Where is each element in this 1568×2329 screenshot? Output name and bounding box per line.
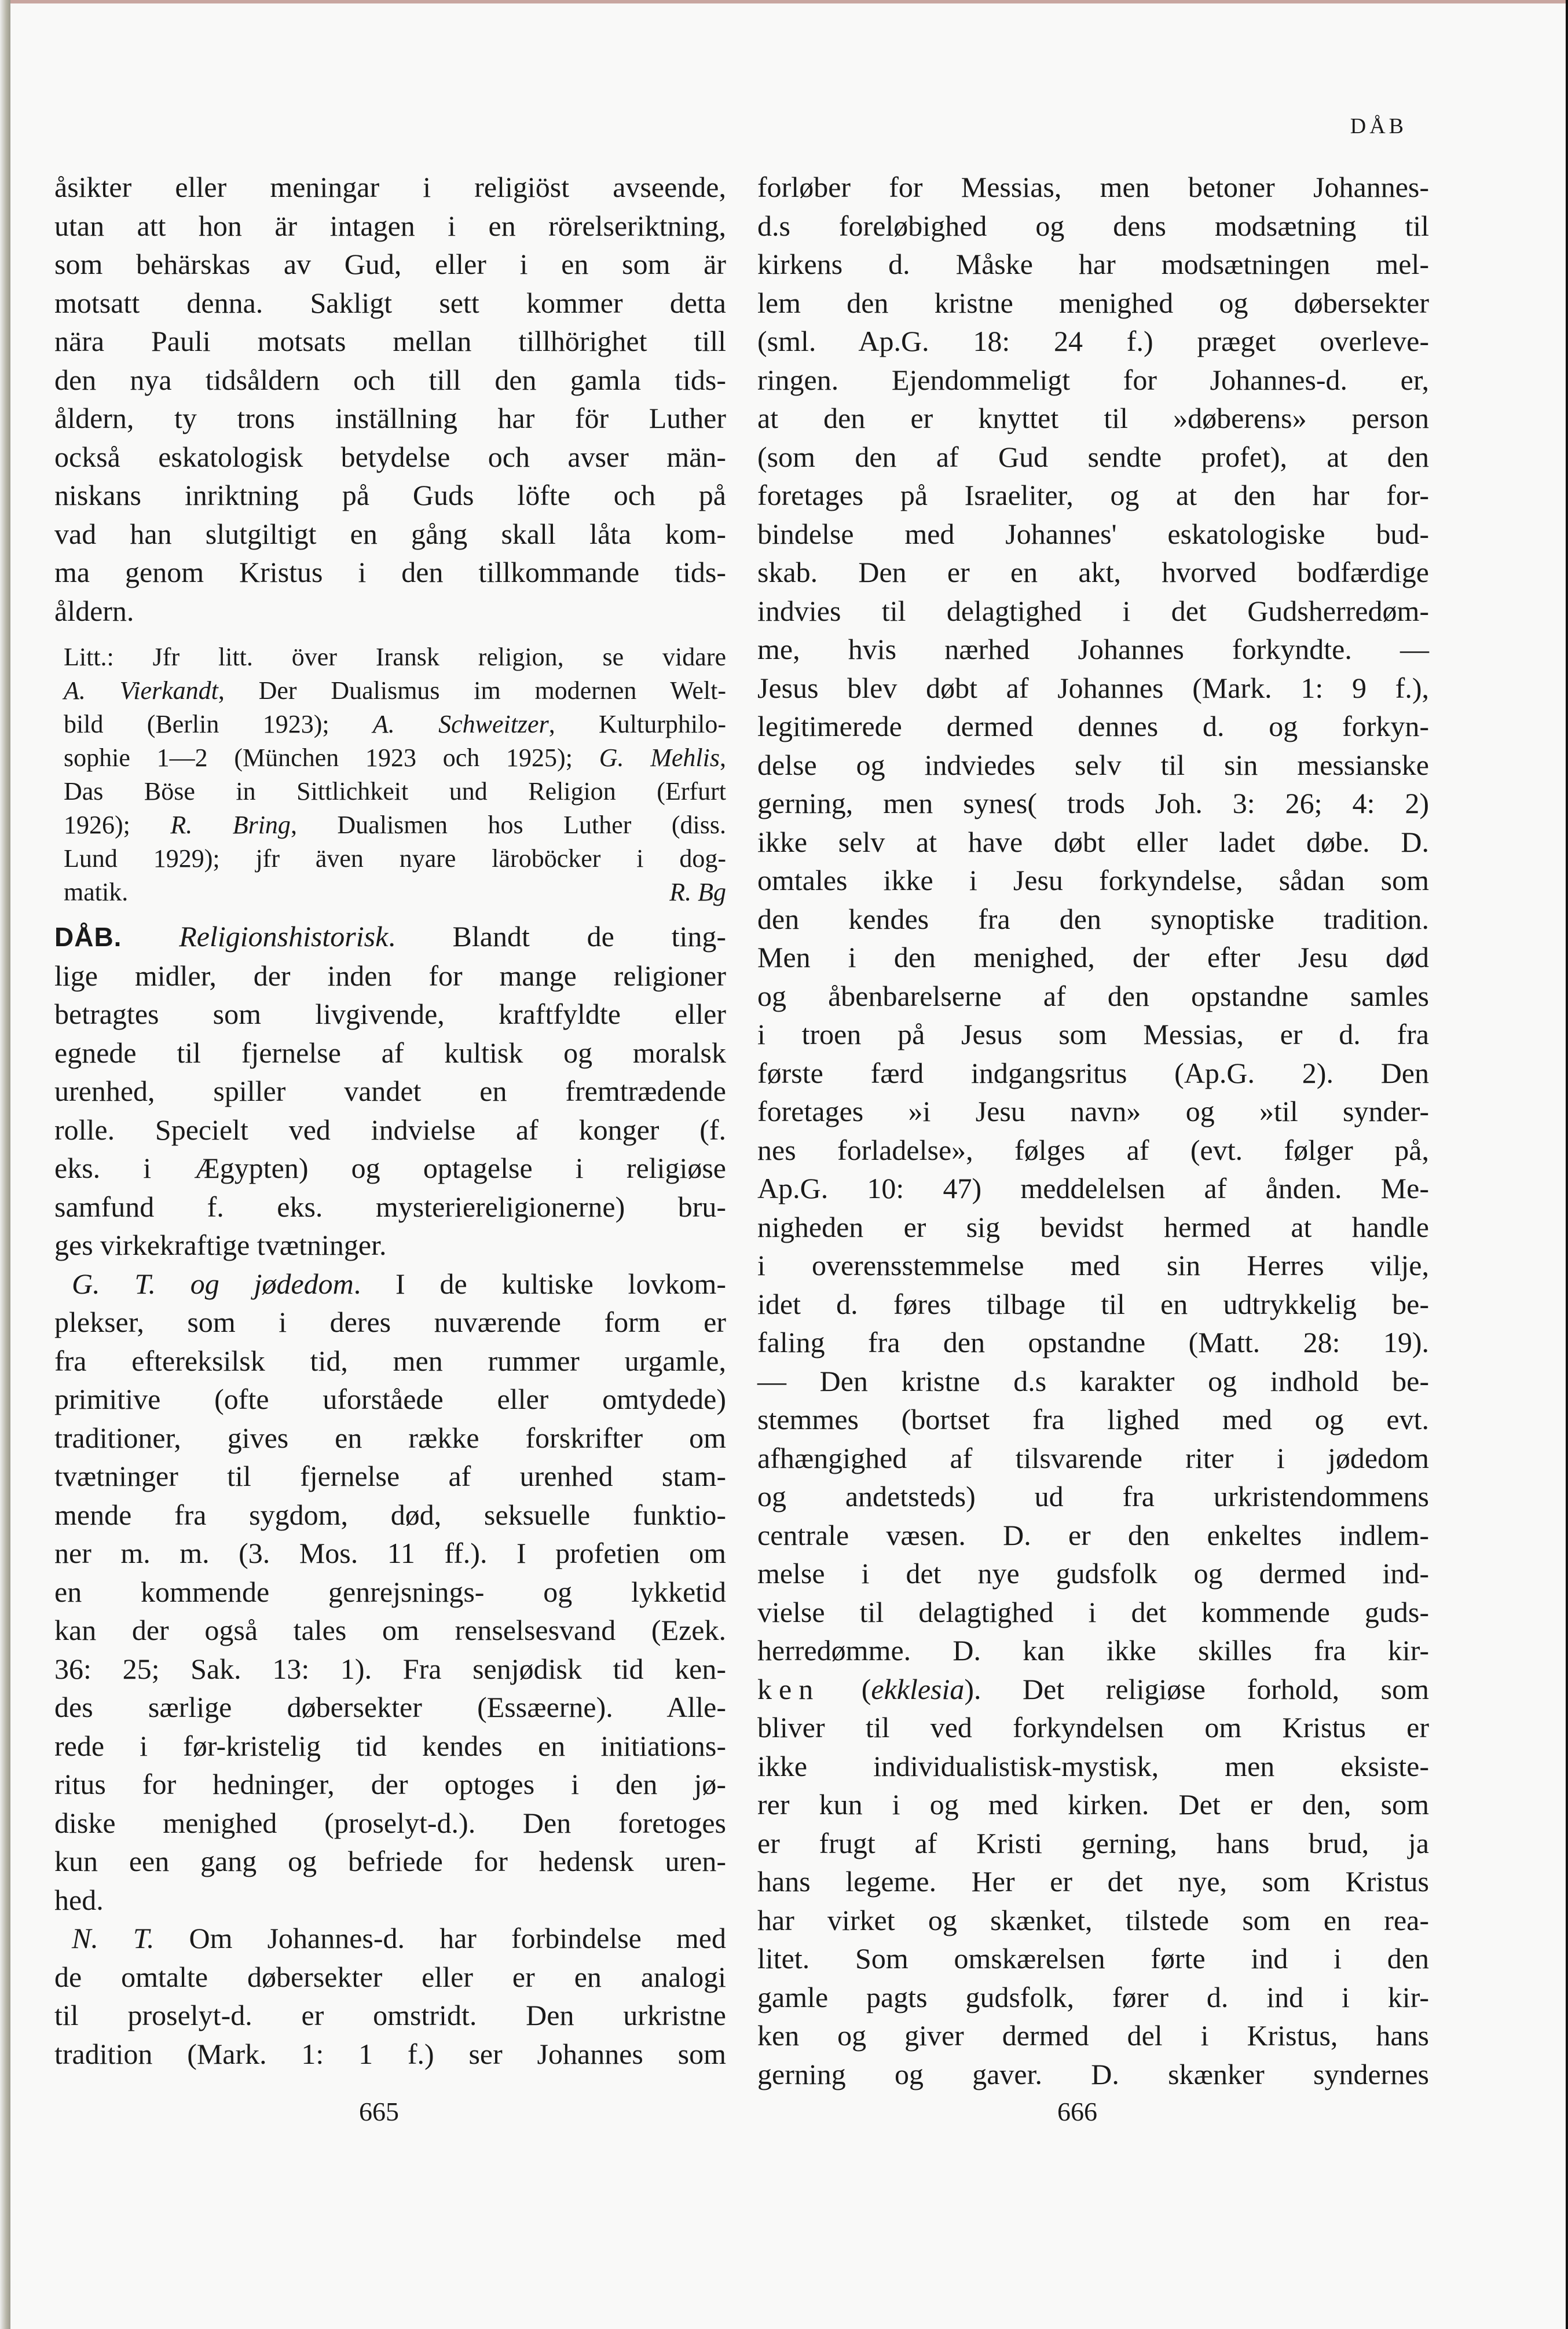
text-line: kirkens d. Måske har modsætningen mel- xyxy=(757,248,1429,280)
text-line: ges virkekraftige tvætninger. xyxy=(54,1229,387,1261)
literature-line xyxy=(64,741,726,775)
literature-text: Litt.: Jfr litt. över Iransk religion, se vidare xyxy=(64,643,726,671)
text-line: fra eftereksilsk tid, men rummer urgamle, xyxy=(54,1344,726,1377)
left-page-column xyxy=(54,168,726,2073)
text-line: som behärskas av Gud, eller i en som är xyxy=(54,248,726,280)
text-line: i overensstemmelse med sin Herres vilje, xyxy=(757,1249,1429,1281)
text-line: kun een gang og befriede for hedensk uren- xyxy=(54,1845,726,1877)
text-line: delse og indviedes selv til sin messianske xyxy=(757,748,1429,781)
section-gt-label: G. T. og jødedom xyxy=(72,1267,354,1300)
literature-text: , Der Dualismus im modernen Welt- xyxy=(218,676,726,705)
literature-text: Das Böse in Sittlichkeit und Religion (Erfurt xyxy=(64,777,726,805)
text-line: forløber for Messias, men betoner Johannes- xyxy=(757,171,1429,203)
text-line: också eskatologisk betydelse och avser män- xyxy=(54,440,726,473)
section-gt-first-line-rest: . I de kultiske lovkom- xyxy=(353,1267,726,1300)
text-line: Men i den menighed, der efter Jesu død xyxy=(757,941,1429,973)
section-old-testament xyxy=(54,1265,726,1920)
text-line: gamle pagts gudsfolk, fører d. ind i kir- xyxy=(757,1980,1429,2013)
section-nt-first-line-rest: Om Johannes-d. har forbindelse med xyxy=(154,1922,726,1954)
text-line: og andetsteds) ud fra urkristendommens xyxy=(757,1480,1429,1513)
literature-line xyxy=(64,640,726,674)
right-column-lines xyxy=(757,168,1429,1670)
text-line: plekser, som i deres nuværende form er xyxy=(54,1306,726,1338)
text-line: Jesus blev døbt af Johannes (Mark. 1: 9 f.), xyxy=(757,671,1429,704)
text-line: foretages på Israeliter, og at den har for- xyxy=(757,479,1429,511)
author-name: A. Vierkandt xyxy=(64,676,218,705)
text-line: d.s foreløbighed og dens modsætning til xyxy=(757,209,1429,242)
running-head: DÅB xyxy=(1350,114,1407,138)
literature-text: , Dualismen hos Luther (diss. xyxy=(290,811,726,839)
text-line: traditioner, gives en række forskrifter om xyxy=(54,1421,726,1454)
text-line: nigheden er sig bevidst hermed at handle xyxy=(757,1210,1429,1243)
section-nt-first-line xyxy=(54,1919,726,1958)
text-line: at den er knyttet til »døberens» person xyxy=(757,402,1429,434)
text-line: niskans inriktning på Guds löfte och på xyxy=(54,479,726,511)
text-line: rolle. Specielt ved indvielse af konger (f. xyxy=(54,1113,726,1146)
text-line: faling fra den opstandne (Matt. 28: 19). xyxy=(757,1326,1429,1358)
text-line: indvies til delagtighed i det Gudsherredøm- xyxy=(757,594,1429,627)
section-nt-label: N. T. xyxy=(72,1922,155,1954)
text-line: primitive (ofte uforståede eller omtydede) xyxy=(54,1383,726,1415)
text-line: gerning, men synes( trods Joh. 3: 26; 4: 2) xyxy=(757,787,1429,819)
text-line: ner m. m. (3. Mos. 11 ff.). I profetien om xyxy=(54,1537,726,1569)
text-line: nes forladelse», følges af (evt. følger på, xyxy=(757,1133,1429,1166)
text-line: me, hvis nærhed Johannes forkyndte. — xyxy=(757,633,1429,665)
text-line: omtales ikke i Jesu forkyndelse, sådan som xyxy=(757,864,1429,896)
paren-open: ( xyxy=(820,1672,871,1705)
text-line: åldern. xyxy=(54,594,134,627)
text-line: gerning og gaver. D. skænker syndernes xyxy=(757,2057,1429,2090)
text-line: ikke individualistisk-mystisk, men eksiste- xyxy=(757,1749,1429,1782)
literature-text: , xyxy=(720,744,726,772)
page-number-right: 666 xyxy=(1057,2097,1097,2126)
text-line: (sml. Ap.G. 18: 24 f.) præget overleve- xyxy=(757,325,1429,357)
literature-line xyxy=(64,775,726,808)
text-line: tradition (Mark. 1: 1 f.) ser Johannes som xyxy=(54,2037,726,2070)
text-line: diske menighed (proselyt-d.). Den foretoges xyxy=(54,1806,726,1839)
text-line: samfund f. eks. mysteriereligionerne) bru- xyxy=(54,1190,726,1223)
text-line: nära Pauli motsats mellan tillhörighet till xyxy=(54,325,726,357)
author-name: A. Schweitzer xyxy=(372,710,549,738)
entry-first-line-rest: . Blandt de ting- xyxy=(388,920,727,953)
text-line: urenhed, spiller vandet en fremtrædende xyxy=(54,1075,726,1107)
text-line: centrale væsen. D. er den enkeltes indlem- xyxy=(757,1518,1429,1551)
text-line: rer kun i og med kirken. Det er den, som xyxy=(757,1788,1429,1821)
literature-block xyxy=(54,640,726,909)
literature-line xyxy=(64,674,726,708)
entry-subhead: Religionshistorisk xyxy=(179,920,389,953)
text-line: litet. Som omskærelsen førte ind i den xyxy=(757,1942,1429,1975)
page-number-left: 665 xyxy=(359,2097,399,2126)
text-line: des særlige døbersekter (Essæerne). Alle- xyxy=(54,1691,726,1723)
text-line: lige midler, der inden for mange religioner xyxy=(54,959,726,992)
text-line: 36: 25; Sak. 13: 1). Fra senjødisk tid ken- xyxy=(54,1652,726,1685)
entry-lines xyxy=(54,957,726,1265)
literature-line xyxy=(64,876,726,909)
literature-text: matik. xyxy=(64,878,129,906)
kirken-line xyxy=(757,1670,1429,1709)
literature-text: 1926); xyxy=(64,811,171,839)
text-line: mende fra sygdom, død, seksuelle funktio- xyxy=(54,1498,726,1531)
text-line: den kendes fra den synoptiske tradition. xyxy=(757,902,1429,935)
text-line: i troen på Jesus som Messias, er d. fra xyxy=(757,1018,1429,1050)
literature-text: , Kulturphilo- xyxy=(548,710,727,738)
literature-text: Lund 1929); jfr även nyare läroböcker i dog- xyxy=(64,844,726,873)
text-line: har virket og skænket, tilstede som en rea- xyxy=(757,1903,1429,1936)
text-line: og åbenbarelserne af den opstandne samles xyxy=(757,979,1429,1012)
text-line: den nya tidsåldern och till den gamla tids- xyxy=(54,363,726,396)
author-signature: R. Bg xyxy=(669,878,726,906)
scan-left-edge xyxy=(0,0,10,2329)
text-line: åsikter eller meningar i religiöst avseende, xyxy=(54,171,726,203)
right-page-column xyxy=(757,168,1429,2093)
text-line: ikke selv at have døbt eller ladet døbe. D. xyxy=(757,825,1429,858)
text-line: åldern, ty trons inställning har för Luther xyxy=(54,402,726,434)
section-new-testament xyxy=(54,1919,726,2073)
literature-line xyxy=(64,842,726,876)
text-line: stemmes (bortset fra lighed med og evt. xyxy=(757,1403,1429,1436)
entry-headword: DÅB. xyxy=(54,922,122,952)
text-line: en kommende genrejsnings- og lykketid xyxy=(54,1575,726,1608)
kirken-line-rest: ). Det religiøse forhold, som xyxy=(964,1672,1429,1705)
text-line: er frugt af Kristi gerning, hans brud, ja xyxy=(757,1826,1429,1859)
section-nt-lines xyxy=(54,1958,726,2074)
intro-paragraph xyxy=(54,168,726,630)
section-gt-lines xyxy=(54,1303,726,1919)
text-line: bliver til ved forkyndelsen om Kristus er xyxy=(757,1711,1429,1744)
scan-right-edge xyxy=(1566,0,1568,2329)
right-column-lines-after xyxy=(757,1708,1429,2093)
text-line: første færd indgangsritus (Ap.G. 2). Den xyxy=(757,1056,1429,1089)
author-name: R. Bring xyxy=(170,811,291,839)
spaced-word: ken xyxy=(757,1672,820,1705)
text-line: — Den kristne d.s karakter og indhold be- xyxy=(757,1364,1429,1397)
literature-line xyxy=(64,708,726,741)
text-line: afhængighed af tilsvarende riter i jødedom xyxy=(757,1441,1429,1474)
literature-text: sophie 1—2 (München 1923 och 1925); xyxy=(64,744,599,772)
text-line: rede i før-kristelig tid kendes en initiations- xyxy=(54,1729,726,1762)
text-line: utan att hon är intagen i en rörelseriktning, xyxy=(54,209,726,242)
text-line: (som den af Gud sendte profet), at den xyxy=(757,440,1429,473)
text-line: lem den kristne menighed og døbersekter xyxy=(757,286,1429,319)
literature-line xyxy=(64,808,726,842)
text-line: bindelse med Johannes' eskatologiske bud- xyxy=(757,517,1429,550)
text-line: ma genom Kristus i den tillkommande tids- xyxy=(54,556,726,588)
literature-text: bild (Berlin 1923); xyxy=(64,710,373,738)
text-line: vad han slutgiltigt en gång skall låta kom- xyxy=(54,517,726,550)
text-line: betragtes som livgivende, kraftfyldte eller xyxy=(54,998,726,1030)
entry-first-line xyxy=(54,917,726,957)
text-line: idet d. føres tilbage til en udtrykkelig be- xyxy=(757,1287,1429,1320)
text-line: eks. i Ægypten) og optagelse i religiøse xyxy=(54,1152,726,1184)
text-line: kan der også tales om renselsesvand (Ezek. xyxy=(54,1614,726,1646)
text-line: herredømme. D. kan ikke skilles fra kir- xyxy=(757,1634,1429,1667)
text-line: ritus for hedninger, der optoges i den jø- xyxy=(54,1768,726,1800)
text-line: de omtalte døbersekter eller er en analogi xyxy=(54,1960,726,1993)
text-line: melse i det nye gudsfolk og dermed ind- xyxy=(757,1557,1429,1590)
author-name: G. Mehlis xyxy=(599,744,720,772)
text-line: ringen. Ejendommeligt for Johannes-d. er, xyxy=(757,363,1429,396)
text-line: hans legeme. Her er det nye, som Kristus xyxy=(757,1865,1429,1898)
text-line: vielse til delagtighed i det kommende guds- xyxy=(757,1595,1429,1628)
text-line: til proselyt-d. er omstridt. Den urkristne xyxy=(54,1999,726,2031)
text-line: hed. xyxy=(54,1883,104,1916)
text-line: egnede til fjernelse af kultisk og moralsk xyxy=(54,1036,726,1069)
text-line: motsatt denna. Sakligt sett kommer detta xyxy=(54,286,726,319)
dab-entry xyxy=(54,917,726,1265)
text-line: tvætninger til fjernelse af urenhed stam- xyxy=(54,1460,726,1492)
text-line: legitimerede dermed dennes d. og forkyn- xyxy=(757,710,1429,742)
text-line: foretages »i Jesu navn» og »til synder- xyxy=(757,1095,1429,1127)
scan-top-edge xyxy=(10,0,1568,3)
text-line: Ap.G. 10: 47) meddelelsen af ånden. Me- xyxy=(757,1172,1429,1204)
text-line: ken og giver dermed del i Kristus, hans xyxy=(757,2019,1429,2052)
section-gt-first-line xyxy=(54,1265,726,1303)
text-line: skab. Den er en akt, hvorved bodfærdige xyxy=(757,556,1429,588)
italic-term: ekklesia xyxy=(871,1672,965,1705)
